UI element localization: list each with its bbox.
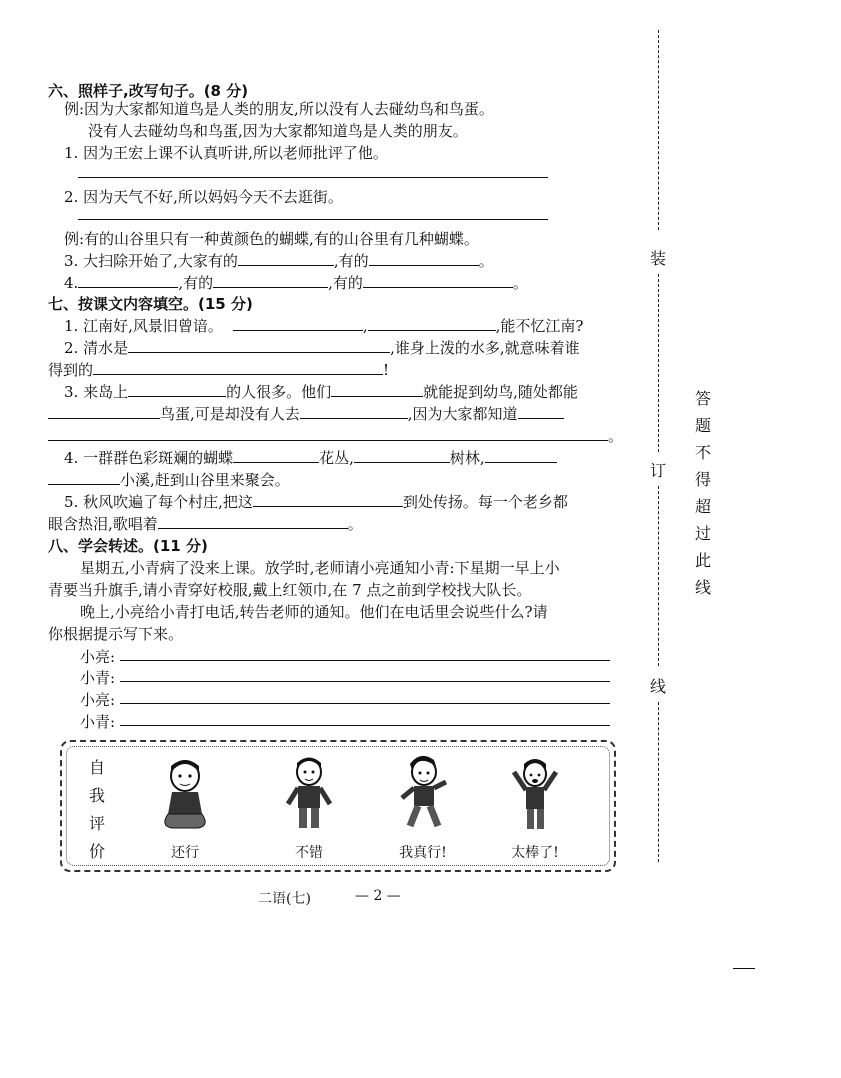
q7-2-text-c: 得到的 xyxy=(48,361,94,379)
blank-6-4-b[interactable] xyxy=(213,273,328,288)
q6-4-text-a: 4. xyxy=(64,274,79,292)
blank-7-4-c[interactable] xyxy=(485,448,557,463)
sitting-kid-icon[interactable] xyxy=(150,754,220,834)
q7-5-text-c: 眼含热泪,歌唱着 xyxy=(48,515,158,533)
answer-line-6-1[interactable] xyxy=(78,177,548,178)
blank-7-3-b[interactable] xyxy=(331,382,423,397)
q7-4-text-b: 花丛, xyxy=(319,449,354,467)
q6-3-text-c: 。 xyxy=(478,252,494,270)
question-6-4 xyxy=(64,272,528,293)
binding-line-mid1 xyxy=(658,274,659,452)
q7-5-text-a: 5. 秋风吹遍了每个村庄,把这 xyxy=(64,493,253,511)
q7-5-text-d: 。 xyxy=(347,515,363,533)
q7-1-text-b: , xyxy=(362,317,368,335)
example2: 例:有的山谷里只有一种黄颜色的蝴蝶,有的山谷里有几种蝴蝶。 xyxy=(64,230,479,248)
q6-4-text-d: 。 xyxy=(512,274,528,292)
q7-3-text-c: 就能捉到幼鸟,随处都能 xyxy=(423,383,578,401)
speaker-xiaoliang-1: 小亮: xyxy=(80,648,116,666)
q7-5-text-b: 到处传扬。每一个老乡都 xyxy=(402,493,568,511)
blank-7-3-e[interactable] xyxy=(518,404,564,419)
question-7-3-line3 xyxy=(48,425,623,446)
question-7-5-line1 xyxy=(64,491,568,512)
rating-label-awesome[interactable]: 太棒了! xyxy=(511,845,559,861)
question-7-4-line1 xyxy=(64,447,557,468)
self-evaluation-title: 自 我 评 价 xyxy=(88,758,105,861)
q6-4-text-b: ,有的 xyxy=(178,274,214,292)
dialogue-line-3[interactable] xyxy=(120,703,610,704)
cheering-kid-icon[interactable] xyxy=(500,754,570,834)
self-evaluation-box xyxy=(60,740,616,872)
blank-7-2-b[interactable] xyxy=(93,360,383,375)
standing-kid-icon[interactable] xyxy=(274,754,344,834)
binding-line-top xyxy=(658,30,659,230)
q6-3-text-a: 3. 大扫除开始了,大家有的 xyxy=(64,252,238,270)
question-7-2-line1 xyxy=(64,337,580,358)
blank-7-4-d[interactable] xyxy=(48,470,120,485)
example1-rewritten: 没有人去碰幼鸟和鸟蛋,因为大家都知道鸟是人类的朋友。 xyxy=(88,122,468,140)
blank-6-4-a[interactable] xyxy=(78,273,178,288)
binding-char-xian: 线 xyxy=(650,677,667,696)
blank-7-2-a[interactable] xyxy=(128,338,390,353)
blank-7-1-a[interactable] xyxy=(233,316,363,331)
question-7-5-line2 xyxy=(48,513,363,534)
question-6-3 xyxy=(64,250,494,271)
q7-3-text-e: ,因为大家都知道 xyxy=(407,405,518,423)
dialogue-line-4[interactable] xyxy=(120,725,610,726)
speaker-xiaoliang-2: 小亮: xyxy=(80,691,116,709)
rating-label-good[interactable]: 不错 xyxy=(295,845,323,861)
q7-4-text-a: 4. 一群群色彩斑斓的蝴蝶 xyxy=(64,449,234,467)
q7-1-text-a: 1. 江南好,风景旧曾谙。 xyxy=(64,317,223,335)
q6-3-text-b: ,有的 xyxy=(333,252,369,270)
para1-line1: 星期五,小青病了没来上课。放学时,老师请小亮通知小青:下星期一早上小 xyxy=(80,559,560,577)
q7-2-text-a: 2. 清水是 xyxy=(64,339,129,357)
blank-7-4-b[interactable] xyxy=(354,448,450,463)
para1-line2: 青要当升旗手,请小青穿好校服,戴上红领巾,在 7 点之前到学校找大队长。 xyxy=(48,581,532,599)
blank-7-3-a[interactable] xyxy=(128,382,226,397)
answer-line-6-2[interactable] xyxy=(78,219,548,220)
binding-line-bottom xyxy=(658,702,659,862)
q7-4-text-c: 树林, xyxy=(449,449,485,467)
walking-kid-icon[interactable] xyxy=(388,754,458,834)
blank-6-3-b[interactable] xyxy=(369,251,479,266)
blank-6-3-a[interactable] xyxy=(238,251,334,266)
binding-warning-vertical: 答 题 不 得 超 过 此 线 xyxy=(694,389,711,597)
q7-2-text-d: ! xyxy=(383,361,390,379)
q7-3-text-f: 。 xyxy=(608,427,624,445)
question-7-4-line2 xyxy=(48,469,290,490)
rating-label-great[interactable]: 我真行! xyxy=(399,845,447,861)
para2-line1: 晚上,小亮给小青打电话,转告老师的通知。他们在电话里会说些什么?请 xyxy=(80,603,548,621)
blank-7-3-f[interactable] xyxy=(48,426,608,441)
binding-char-zhuang: 装 xyxy=(650,249,667,268)
blank-7-5-a[interactable] xyxy=(253,492,403,507)
question-7-2-line2 xyxy=(48,359,389,380)
corner-mark xyxy=(733,968,755,969)
question-7-1 xyxy=(64,315,583,336)
q7-1-text-c: ,能不忆江南? xyxy=(495,317,584,335)
q7-2-text-b: ,谁身上泼的水多,就意味着谁 xyxy=(390,339,580,357)
speaker-xiaoqing-1: 小青: xyxy=(80,669,116,687)
question-7-3-line2 xyxy=(48,403,564,424)
dialogue-line-2[interactable] xyxy=(120,681,610,682)
blank-7-1-b[interactable] xyxy=(368,316,496,331)
question-6-2: 2. 因为天气不好,所以妈妈今天不去逛街。 xyxy=(64,188,343,206)
page-number: — 2 — xyxy=(355,888,401,904)
subject-code: 二语(七) xyxy=(258,891,311,907)
para2-line2: 你根据提示写下来。 xyxy=(48,625,184,643)
question-6-1: 1. 因为王宏上课不认真听讲,所以老师批评了他。 xyxy=(64,144,388,162)
blank-7-3-c[interactable] xyxy=(48,404,160,419)
question-7-3-line1 xyxy=(64,381,578,402)
q7-3-text-a: 3. 来岛上 xyxy=(64,383,129,401)
section7-title: 七、按课文内容填空。(15 分) xyxy=(48,295,253,313)
rating-label-ok[interactable]: 还行 xyxy=(171,845,199,861)
example1-original: 例:因为大家都知道鸟是人类的朋友,所以没有人去碰幼鸟和鸟蛋。 xyxy=(64,100,494,118)
section8-title: 八、学会转述。(11 分) xyxy=(48,537,208,555)
blank-7-4-a[interactable] xyxy=(233,448,319,463)
q7-3-text-d: 鸟蛋,可是却没有人去 xyxy=(160,405,300,423)
section6-title: 六、照样子,改写句子。(8 分) xyxy=(48,82,249,100)
q7-4-text-d: 小溪,赶到山谷里来聚会。 xyxy=(120,471,290,489)
speaker-xiaoqing-2: 小青: xyxy=(80,713,116,731)
blank-6-4-c[interactable] xyxy=(363,273,513,288)
blank-7-3-d[interactable] xyxy=(300,404,408,419)
blank-7-5-b[interactable] xyxy=(158,514,348,529)
q6-4-text-c: ,有的 xyxy=(328,274,363,292)
q7-3-text-b: 的人很多。他们 xyxy=(226,383,332,401)
binding-char-ding: 订 xyxy=(650,461,667,480)
binding-line-mid2 xyxy=(658,486,659,666)
dialogue-line-1[interactable] xyxy=(120,660,610,661)
